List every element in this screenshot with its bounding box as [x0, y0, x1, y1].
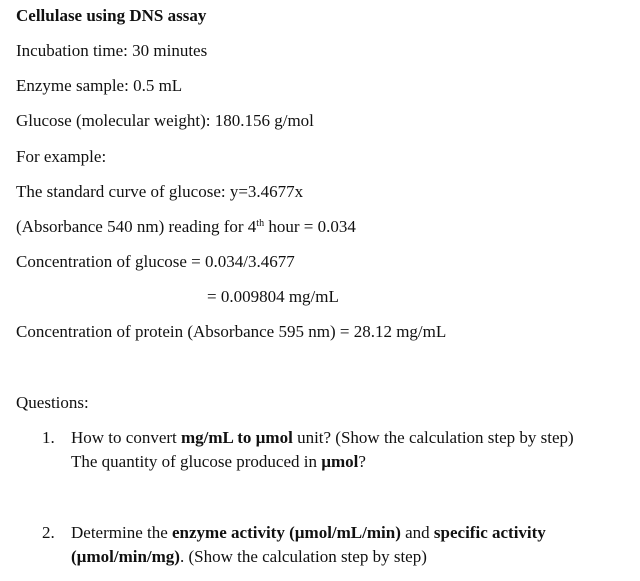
q2-bold-specific-activity: specific activity: [433, 523, 546, 542]
q1-text-c: The quantity of glucose produced in: [71, 452, 322, 471]
standard-curve-line: The standard curve of glucose: y=3.4677x: [16, 182, 304, 201]
question-1-line-2: [71, 452, 366, 472]
question-2-line-1: [71, 523, 546, 543]
ordinal-superscript: th: [256, 218, 265, 229]
q1-text-d: ?: [358, 452, 366, 471]
q2-bold-units: (µmol/min/mg): [71, 547, 180, 566]
q2-text-c: . (Show the calculation step by step): [179, 547, 427, 566]
q1-bold-umol: µmol: [321, 452, 359, 471]
q2-bold-enzyme-activity: enzyme activity (µmol/mL/min): [172, 523, 401, 542]
question-1-number: 1.: [42, 428, 55, 447]
glucose-mw-line: Glucose (molecular weight): 180.156 g/mol: [16, 111, 314, 130]
q1-text-b: unit? (Show the calculation step by step): [292, 428, 574, 447]
question-2-number: 2.: [42, 523, 55, 542]
document-title: Cellulase using DNS assay: [16, 6, 207, 25]
questions-heading: Questions:: [16, 393, 89, 412]
q1-text-a: How to convert: [71, 428, 182, 447]
glucose-concentration-result: = 0.009804 mg/mL: [207, 287, 339, 306]
enzyme-sample-line: Enzyme sample: 0.5 mL: [16, 76, 183, 95]
for-example-line: For example:: [16, 147, 107, 166]
incubation-time-line: Incubation time: 30 minutes: [16, 41, 208, 60]
q2-text-a: Determine the: [71, 523, 173, 542]
protein-concentration-line: Concentration of protein (Absorbance 595 nm) = 28.12 mg/mL: [16, 322, 447, 341]
absorbance-reading-line: [16, 217, 356, 237]
glucose-concentration-line: Concentration of glucose = 0.034/3.4677: [16, 252, 295, 271]
q2-text-b: and: [400, 523, 434, 542]
q1-bold-units: mg/mL to µmol: [181, 428, 293, 447]
absorbance-text: (Absorbance 540 nm) reading for 4: [16, 217, 257, 236]
absorbance-value: hour = 0.034: [264, 217, 356, 236]
question-1-line-1: [71, 428, 574, 448]
question-2-line-2: [71, 547, 427, 567]
